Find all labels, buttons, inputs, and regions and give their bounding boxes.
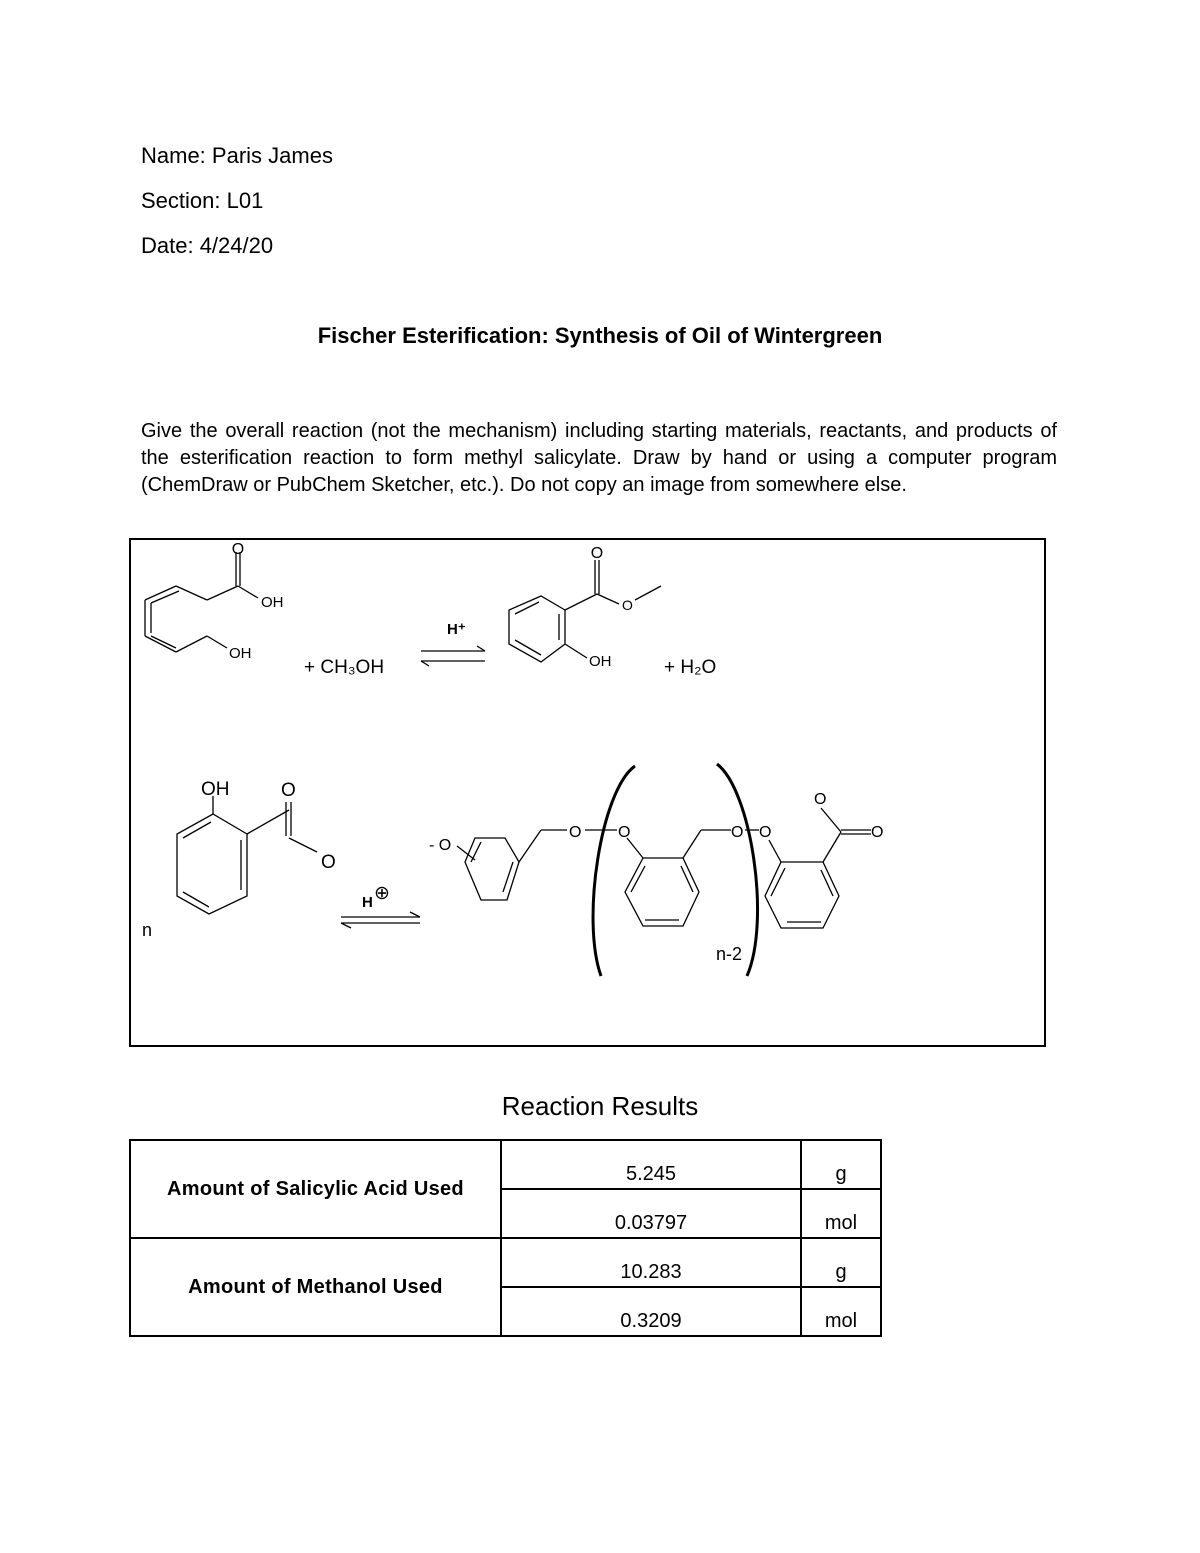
polymer-end-o: - O (429, 837, 452, 854)
methanol-moles: 0.3209 (620, 1310, 682, 1332)
salicylic-mass: 5.245 (625, 1163, 677, 1185)
repeat-count: n-2 (716, 944, 743, 964)
equilibrium-arrow-1 (421, 646, 485, 666)
row-label-salicylic: Amount of Salicylic Acid Used (130, 1140, 501, 1238)
methanol-mass-unit: g (835, 1261, 847, 1283)
catalyst-charge: ⊕ (374, 883, 390, 904)
results-heading: Reaction Results (501, 1091, 699, 1121)
equilibrium-arrow-2 (341, 912, 420, 928)
monomer-multiplier: n (142, 920, 153, 940)
salicylic-monomer-structure (177, 796, 317, 914)
name-line: Name: Paris James (141, 143, 333, 168)
water-term: + H₂O (664, 657, 717, 678)
reaction-drawing (131, 540, 1046, 1047)
product-ester-o: O (622, 597, 633, 613)
methanol-term: + CH₃OH (304, 657, 385, 678)
polymer-right-unit (765, 808, 871, 928)
results-table (129, 1139, 882, 1337)
methanol-moles-unit: mol (824, 1310, 858, 1332)
section-line: Section: L01 (141, 188, 264, 213)
polymer-end-carbonyl-o: O (814, 791, 827, 808)
reactant-carbonyl-o: O (231, 541, 245, 558)
reactant-phenol-oh: OH (229, 645, 252, 662)
question-prompt: Give the overall reaction (not the mechanism) including starting materials, reactants, and products of the esterification reaction to form methyl salicylate. Draw by hand or using a computer program (ChemDraw or PubChem Sketcher, etc.). Do not copy an image from somewhere else. (141, 420, 1057, 496)
monomer-acid-o: O (321, 852, 336, 873)
table-row (130, 1140, 881, 1189)
polymer-link-o-2: O (618, 824, 631, 841)
catalyst-label-1: H⁺ (447, 621, 466, 638)
salicylic-moles: 0.03797 (614, 1212, 688, 1234)
methyl-salicylate-structure (509, 560, 661, 662)
document-title: Fischer Esterification: Synthesis of Oil of Wintergreen (317, 323, 883, 348)
salicylic-moles-unit: mol (824, 1212, 858, 1234)
salicylic-mass-unit: g (835, 1163, 847, 1185)
methanol-mass: 10.283 (620, 1261, 682, 1283)
monomer-oh: OH (201, 779, 230, 800)
table-row (130, 1238, 881, 1287)
polymer-link-o-1: O (569, 824, 582, 841)
monomer-carbonyl-o: O (281, 780, 296, 801)
polymer-link-o-4: O (759, 824, 772, 841)
reactant-acid-oh: OH (261, 594, 284, 611)
polymer-end-double-o: O (871, 824, 884, 841)
row-label-methanol: Amount of Methanol Used (130, 1238, 501, 1336)
product-carbonyl-o: O (590, 545, 604, 562)
reaction-figure (129, 538, 1046, 1047)
product-phenol-oh: OH (589, 653, 612, 670)
polymer-link-o-3: O (731, 824, 744, 841)
catalyst-label-2: H (362, 894, 373, 911)
date-line: Date: 4/24/20 (141, 233, 274, 258)
